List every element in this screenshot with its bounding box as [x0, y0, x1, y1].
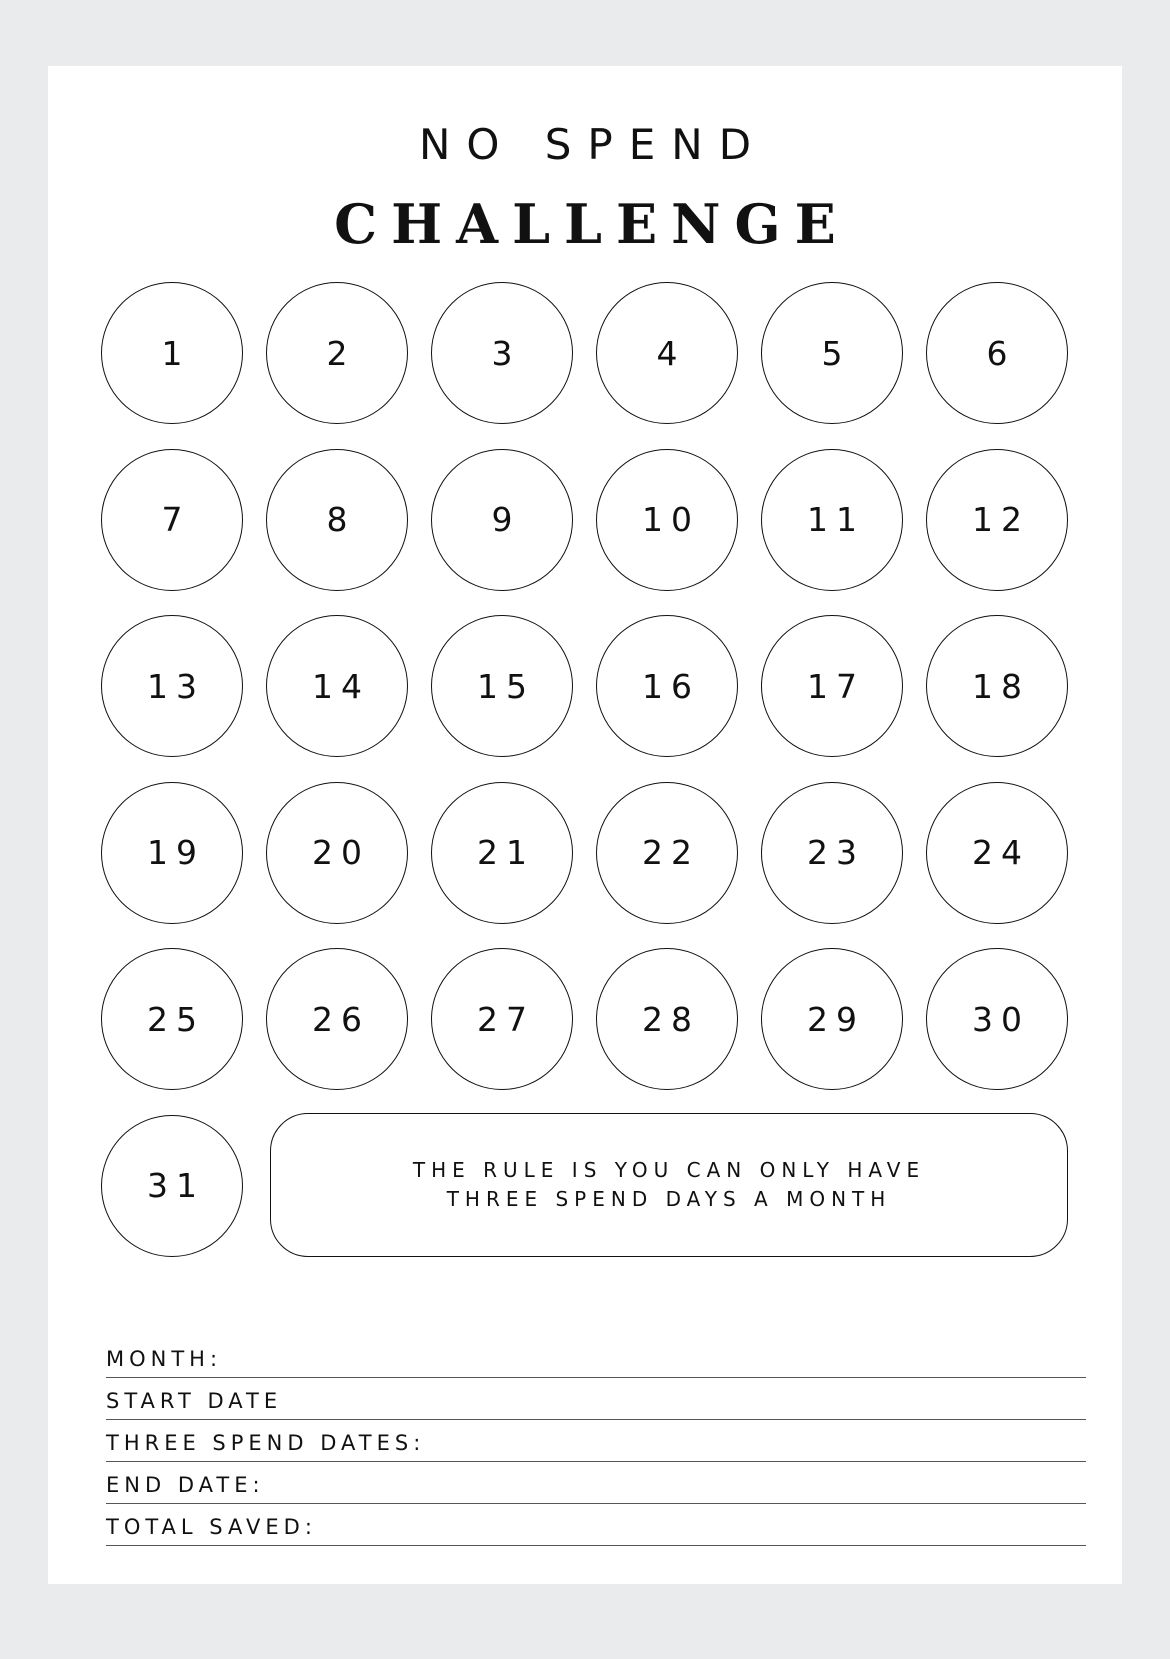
- day-circle[interactable]: 7: [101, 449, 243, 591]
- title-no-spend: NO SPEND: [418, 120, 768, 169]
- start-date-label: START DATE: [106, 1389, 283, 1413]
- day-circle[interactable]: 26: [266, 948, 408, 1090]
- day-circle[interactable]: 19: [101, 782, 243, 924]
- day-circle[interactable]: 29: [761, 948, 903, 1090]
- day-circle[interactable]: 30: [926, 948, 1068, 1090]
- details-form: [106, 1336, 1086, 1546]
- day-circle[interactable]: 12: [926, 449, 1068, 591]
- day-circle[interactable]: 18: [926, 615, 1068, 757]
- day-circle[interactable]: 6: [926, 282, 1068, 424]
- day-circle[interactable]: 5: [761, 282, 903, 424]
- total-saved-label: TOTAL SAVED:: [106, 1515, 317, 1539]
- spend-dates-field[interactable]: [106, 1420, 1086, 1462]
- day-circle[interactable]: 1: [101, 282, 243, 424]
- day-circle[interactable]: 8: [266, 449, 408, 591]
- day-circle[interactable]: 22: [596, 782, 738, 924]
- day-circle[interactable]: 24: [926, 782, 1068, 924]
- worksheet-page: [48, 66, 1122, 1584]
- spend-dates-label: THREE SPEND DATES:: [106, 1431, 426, 1455]
- day-circle[interactable]: 14: [266, 615, 408, 757]
- day-circle[interactable]: 23: [761, 782, 903, 924]
- day-circle[interactable]: 21: [431, 782, 573, 924]
- day-circle[interactable]: 27: [431, 948, 573, 1090]
- day-circle[interactable]: 20: [266, 782, 408, 924]
- day-circle[interactable]: 16: [596, 615, 738, 757]
- rule-text-line-1: THE RULE IS YOU CAN ONLY HAVE: [412, 1158, 926, 1182]
- day-circle[interactable]: 28: [596, 948, 738, 1090]
- day-circle[interactable]: 11: [761, 449, 903, 591]
- day-circle[interactable]: 4: [596, 282, 738, 424]
- day-circle[interactable]: 3: [431, 282, 573, 424]
- end-date-label: END DATE:: [106, 1473, 265, 1497]
- rule-text-line-2: THREE SPEND DAYS A MONTH: [446, 1187, 892, 1211]
- rule-box: [270, 1113, 1068, 1257]
- day-circle[interactable]: 15: [431, 615, 573, 757]
- day-circle[interactable]: 25: [101, 948, 243, 1090]
- month-field[interactable]: [106, 1336, 1086, 1378]
- month-label: MONTH:: [106, 1347, 223, 1371]
- day-circle[interactable]: 2: [266, 282, 408, 424]
- day-circle[interactable]: 9: [431, 449, 573, 591]
- total-saved-field[interactable]: [106, 1504, 1086, 1546]
- day-circle[interactable]: 10: [596, 449, 738, 591]
- title-challenge: CHALLENGE: [334, 192, 850, 256]
- day-circle[interactable]: 31: [101, 1115, 243, 1257]
- day-circle[interactable]: 17: [761, 615, 903, 757]
- day-circle[interactable]: 13: [101, 615, 243, 757]
- start-date-field[interactable]: [106, 1378, 1086, 1420]
- end-date-field[interactable]: [106, 1462, 1086, 1504]
